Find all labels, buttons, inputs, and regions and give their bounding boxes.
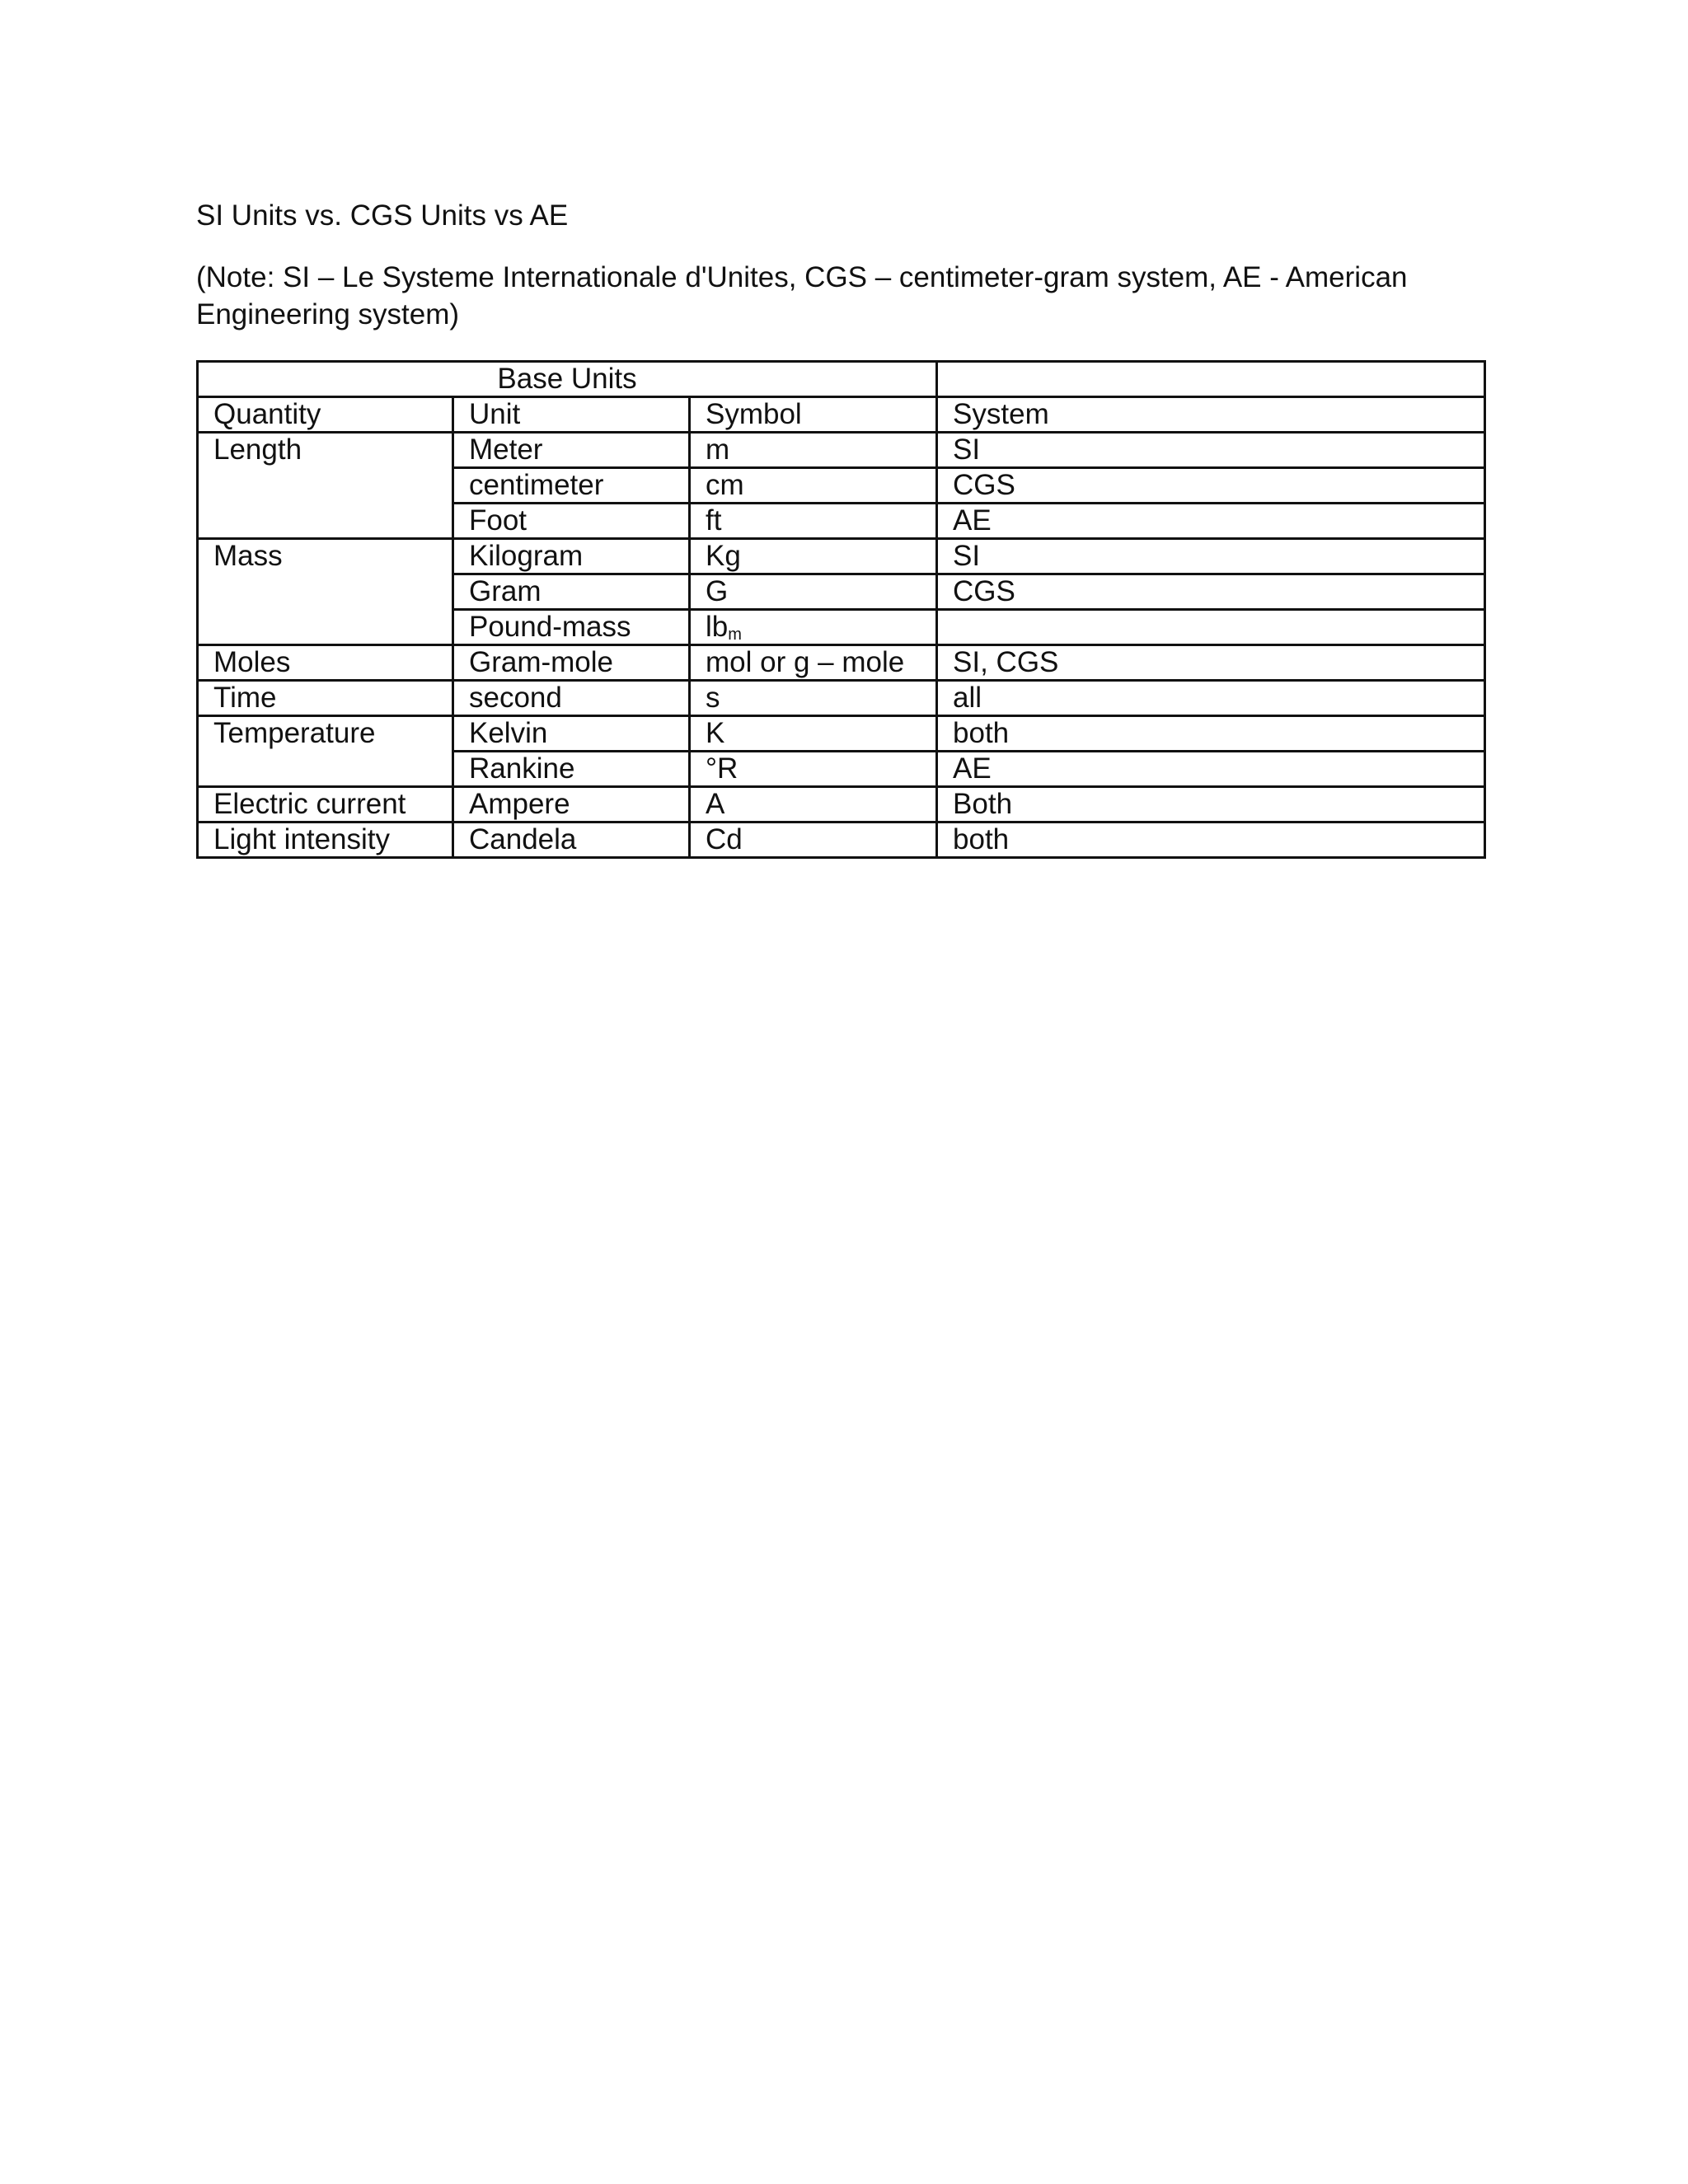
table-row: [198, 539, 1485, 574]
cell-unit: Candela: [453, 823, 690, 858]
cell-unit: Gram-mole: [453, 645, 690, 681]
cell-symbol: [690, 823, 937, 858]
symbol-text: K: [706, 717, 725, 749]
symbol-text: mol or g – mole: [706, 646, 905, 678]
cell-symbol: [690, 716, 937, 752]
table-row: [198, 787, 1485, 823]
cell-symbol: [690, 787, 937, 823]
cell-unit: Rankine: [453, 752, 690, 787]
cell-unit: Pound-mass: [453, 610, 690, 645]
cell-system: CGS: [937, 574, 1485, 610]
cell-quantity: Electric current: [198, 787, 453, 823]
symbol-text: Cd: [706, 823, 743, 855]
table-column-header-row: [198, 397, 1485, 433]
cell-symbol: [690, 645, 937, 681]
symbol-text: cm: [706, 469, 744, 501]
cell-symbol: [690, 504, 937, 539]
cell-quantity: Time: [198, 681, 453, 716]
cell-quantity: [198, 574, 453, 610]
note-paragraph: (Note: SI – Le Systeme Internationale d'Unites, CGS – centimeter-gram system, AE - American Engineering system): [196, 261, 1408, 330]
base-units-table: [196, 360, 1486, 859]
cell-system: AE: [937, 504, 1485, 539]
cell-system: both: [937, 823, 1485, 858]
cell-quantity: [198, 504, 453, 539]
table-row: [198, 504, 1485, 539]
table-body: [198, 362, 1485, 858]
cell-quantity: [198, 468, 453, 504]
page-title: SI Units vs. CGS Units vs AE: [196, 199, 569, 232]
cell-unit: Ampere: [453, 787, 690, 823]
symbol-text: m: [706, 434, 730, 466]
cell-system: CGS: [937, 468, 1485, 504]
cell-quantity: Moles: [198, 645, 453, 681]
cell-unit: Meter: [453, 433, 690, 468]
symbol-text: °R: [706, 752, 738, 785]
cell-symbol: [690, 433, 937, 468]
cell-quantity: [198, 610, 453, 645]
table-row: [198, 433, 1485, 468]
cell-system: all: [937, 681, 1485, 716]
table-row: [198, 681, 1485, 716]
column-header-symbol: Symbol: [690, 397, 937, 433]
table-row: [198, 468, 1485, 504]
cell-system: SI, CGS: [937, 645, 1485, 681]
cell-symbol: [690, 681, 937, 716]
cell-system: both: [937, 716, 1485, 752]
symbol-text: Kg: [706, 540, 741, 572]
cell-unit: centimeter: [453, 468, 690, 504]
cell-system: Both: [937, 787, 1485, 823]
cell-quantity: [198, 752, 453, 787]
cell-unit: Kelvin: [453, 716, 690, 752]
cell-symbol: [690, 539, 937, 574]
table-row: [198, 716, 1485, 752]
table-row: [198, 574, 1485, 610]
cell-quantity: Mass: [198, 539, 453, 574]
cell-system: [937, 610, 1485, 645]
cell-quantity: Light intensity: [198, 823, 453, 858]
symbol-subscript: m: [728, 626, 742, 644]
table-row: [198, 752, 1485, 787]
cell-symbol: [690, 574, 937, 610]
column-header-unit: Unit: [453, 397, 690, 433]
cell-system: AE: [937, 752, 1485, 787]
cell-symbol: [690, 752, 937, 787]
symbol-text: A: [706, 788, 725, 820]
cell-symbol: [690, 468, 937, 504]
table-row: [198, 823, 1485, 858]
cell-system: SI: [937, 433, 1485, 468]
cell-unit: Kilogram: [453, 539, 690, 574]
symbol-text: ft: [706, 504, 722, 537]
table-row: [198, 610, 1485, 645]
cell-symbol: [690, 610, 937, 645]
cell-quantity: Temperature: [198, 716, 453, 752]
cell-system: SI: [937, 539, 1485, 574]
empty-header-cell: [937, 362, 1485, 397]
symbol-text: G: [706, 575, 729, 607]
symbol-text: lb: [706, 611, 729, 643]
cell-unit: Foot: [453, 504, 690, 539]
column-header-quantity: Quantity: [198, 397, 453, 433]
cell-unit: Gram: [453, 574, 690, 610]
column-header-system: System: [937, 397, 1485, 433]
base-units-header: Base Units: [198, 362, 937, 397]
table-group-header-row: [198, 362, 1485, 397]
table-row: [198, 645, 1485, 681]
cell-quantity: Length: [198, 433, 453, 468]
symbol-text: s: [706, 682, 720, 714]
cell-unit: second: [453, 681, 690, 716]
